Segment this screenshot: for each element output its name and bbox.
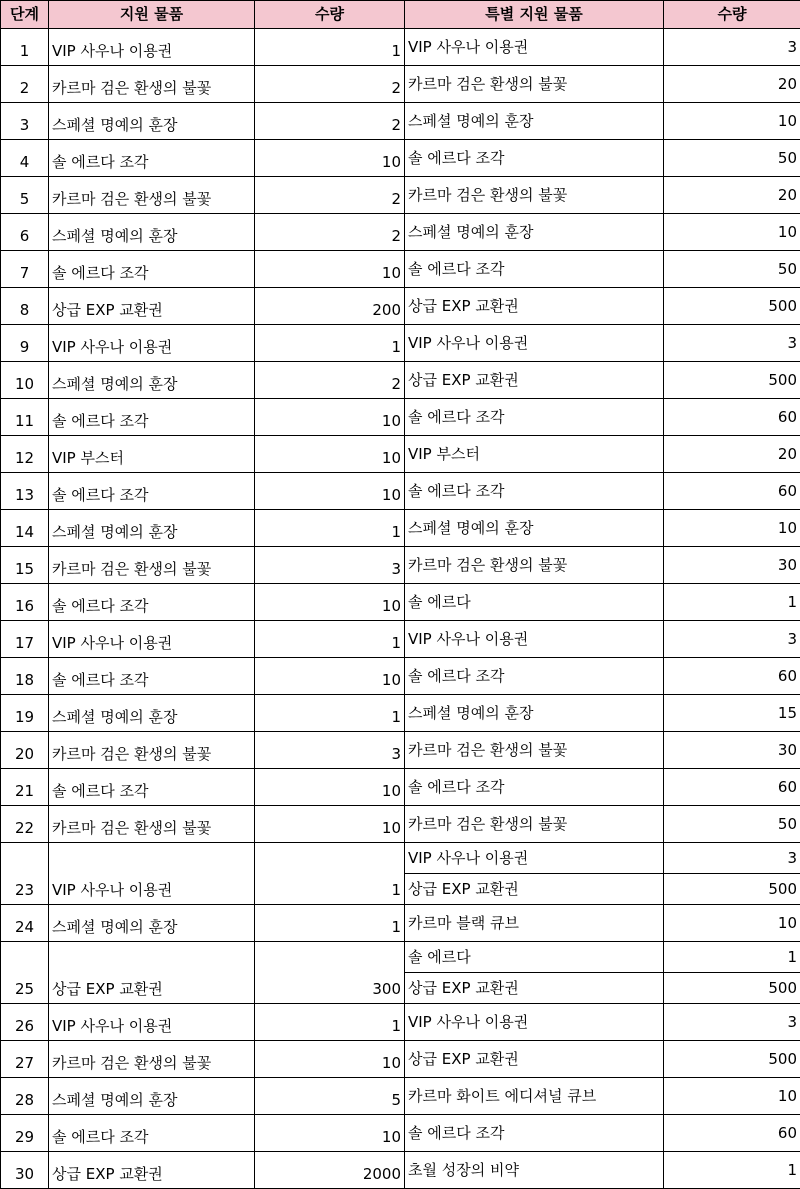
special-quantity-cell: 10 [664, 510, 800, 547]
special-quantity-cell: 3 [664, 325, 800, 362]
support-item-cell: 스페셜 명예의 훈장 [49, 1078, 255, 1115]
table-row [1, 1078, 800, 1115]
quantity-cell: 10 [255, 140, 405, 177]
stage-cell: 23 [1, 843, 49, 905]
header-quantity: 수량 [255, 1, 405, 29]
support-item-cell: 카르마 검은 환생의 불꽃 [49, 1041, 255, 1078]
support-item-cell: 카르마 검은 환생의 불꽃 [49, 547, 255, 584]
header-special-item: 특별 지원 물품 [405, 1, 664, 29]
table-row [1, 769, 800, 806]
special-quantity-cell: 500 [664, 973, 800, 1004]
stage-cell: 1 [1, 29, 49, 66]
quantity-cell: 1 [255, 843, 405, 905]
support-item-cell: 스페셜 명예의 훈장 [49, 362, 255, 399]
support-item-cell: 솔 에르다 조각 [49, 399, 255, 436]
special-quantity-cell: 20 [664, 436, 800, 473]
stage-cell: 28 [1, 1078, 49, 1115]
quantity-cell: 2 [255, 66, 405, 103]
table-row [1, 473, 800, 510]
table-row [1, 942, 800, 973]
special-quantity-cell: 60 [664, 473, 800, 510]
quantity-cell: 1 [255, 905, 405, 942]
table-row [1, 362, 800, 399]
special-item-cell: 상급 EXP 교환권 [405, 288, 664, 325]
special-quantity-cell: 500 [664, 874, 800, 905]
special-item-cell: 카르마 검은 환생의 불꽃 [405, 806, 664, 843]
special-item-cell: 솔 에르다 조각 [405, 251, 664, 288]
quantity-cell: 10 [255, 473, 405, 510]
quantity-cell: 10 [255, 769, 405, 806]
stage-cell: 6 [1, 214, 49, 251]
stage-cell: 26 [1, 1004, 49, 1041]
quantity-cell: 2000 [255, 1152, 405, 1189]
support-item-cell: 카르마 검은 환생의 불꽃 [49, 732, 255, 769]
stage-cell: 24 [1, 905, 49, 942]
support-item-cell: 카르마 검은 환생의 불꽃 [49, 806, 255, 843]
table-row [1, 1004, 800, 1041]
special-quantity-cell: 20 [664, 66, 800, 103]
special-quantity-cell: 20 [664, 177, 800, 214]
table-row [1, 288, 800, 325]
stage-cell: 20 [1, 732, 49, 769]
special-item-cell: VIP 사우나 이용권 [405, 325, 664, 362]
support-item-cell: 솔 에르다 조각 [49, 473, 255, 510]
stage-cell: 18 [1, 658, 49, 695]
special-item-cell: 솔 에르다 [405, 584, 664, 621]
stage-cell: 2 [1, 66, 49, 103]
special-quantity-cell: 60 [664, 1115, 800, 1152]
support-item-cell: 상급 EXP 교환권 [49, 288, 255, 325]
special-item-cell: 상급 EXP 교환권 [405, 1041, 664, 1078]
stage-cell: 21 [1, 769, 49, 806]
table-row [1, 905, 800, 942]
support-item-cell: 스페셜 명예의 훈장 [49, 103, 255, 140]
quantity-cell: 1 [255, 1004, 405, 1041]
table-row [1, 658, 800, 695]
support-item-cell: 솔 에르다 조각 [49, 140, 255, 177]
special-quantity-cell: 1 [664, 1152, 800, 1189]
table-row [1, 399, 800, 436]
special-quantity-cell: 15 [664, 695, 800, 732]
special-item-cell: VIP 사우나 이용권 [405, 1004, 664, 1041]
table-row [1, 584, 800, 621]
header-row [1, 1, 800, 29]
stage-cell: 25 [1, 942, 49, 1004]
quantity-cell: 2 [255, 214, 405, 251]
quantity-cell: 1 [255, 621, 405, 658]
support-item-cell: VIP 사우나 이용권 [49, 843, 255, 905]
table-row [1, 621, 800, 658]
special-quantity-cell: 50 [664, 140, 800, 177]
special-item-cell: VIP 사우나 이용권 [405, 843, 664, 874]
special-quantity-cell: 50 [664, 251, 800, 288]
stage-cell: 12 [1, 436, 49, 473]
table-row [1, 806, 800, 843]
special-item-cell: VIP 사우나 이용권 [405, 621, 664, 658]
special-quantity-cell: 3 [664, 29, 800, 66]
special-item-cell: 스페셜 명예의 훈장 [405, 103, 664, 140]
stage-cell: 9 [1, 325, 49, 362]
special-quantity-cell: 1 [664, 942, 800, 973]
stage-cell: 15 [1, 547, 49, 584]
special-quantity-cell: 60 [664, 769, 800, 806]
stage-cell: 17 [1, 621, 49, 658]
special-item-cell: 초월 성장의 비약 [405, 1152, 664, 1189]
special-item-cell: 상급 EXP 교환권 [405, 973, 664, 1004]
support-item-cell: 솔 에르다 조각 [49, 658, 255, 695]
quantity-cell: 3 [255, 732, 405, 769]
special-item-cell: 카르마 검은 환생의 불꽃 [405, 66, 664, 103]
special-item-cell: 솔 에르다 [405, 942, 664, 973]
table-row [1, 547, 800, 584]
special-quantity-cell: 50 [664, 806, 800, 843]
special-item-cell: 솔 에르다 조각 [405, 140, 664, 177]
special-item-cell: 카르마 검은 환생의 불꽃 [405, 732, 664, 769]
quantity-cell: 1 [255, 325, 405, 362]
stage-cell: 10 [1, 362, 49, 399]
table-row [1, 843, 800, 874]
table-row [1, 1041, 800, 1078]
quantity-cell: 10 [255, 806, 405, 843]
special-item-cell: 솔 에르다 조각 [405, 1115, 664, 1152]
support-item-cell: VIP 부스터 [49, 436, 255, 473]
special-quantity-cell: 3 [664, 621, 800, 658]
quantity-cell: 2 [255, 177, 405, 214]
table-row [1, 251, 800, 288]
table-row [1, 1152, 800, 1189]
support-item-cell: 스페셜 명예의 훈장 [49, 695, 255, 732]
special-quantity-cell: 60 [664, 658, 800, 695]
special-quantity-cell: 60 [664, 399, 800, 436]
quantity-cell: 2 [255, 362, 405, 399]
special-item-cell: 상급 EXP 교환권 [405, 874, 664, 905]
stage-cell: 14 [1, 510, 49, 547]
special-quantity-cell: 10 [664, 103, 800, 140]
table-row [1, 177, 800, 214]
quantity-cell: 1 [255, 510, 405, 547]
support-item-cell: 솔 에르다 조각 [49, 584, 255, 621]
special-quantity-cell: 500 [664, 288, 800, 325]
special-quantity-cell: 10 [664, 214, 800, 251]
quantity-cell: 1 [255, 695, 405, 732]
special-item-cell: VIP 부스터 [405, 436, 664, 473]
stage-cell: 16 [1, 584, 49, 621]
special-item-cell: 스페셜 명예의 훈장 [405, 214, 664, 251]
table-row [1, 103, 800, 140]
table-row [1, 325, 800, 362]
special-quantity-cell: 30 [664, 547, 800, 584]
support-item-cell: VIP 사우나 이용권 [49, 1004, 255, 1041]
support-item-cell: 솔 에르다 조각 [49, 251, 255, 288]
quantity-cell: 10 [255, 1115, 405, 1152]
support-item-cell: 상급 EXP 교환권 [49, 1152, 255, 1189]
special-item-cell: 솔 에르다 조각 [405, 473, 664, 510]
stage-cell: 8 [1, 288, 49, 325]
special-quantity-cell: 500 [664, 362, 800, 399]
stage-cell: 22 [1, 806, 49, 843]
stage-cell: 19 [1, 695, 49, 732]
support-item-cell: 스페셜 명예의 훈장 [49, 905, 255, 942]
quantity-cell: 10 [255, 436, 405, 473]
quantity-cell: 10 [255, 251, 405, 288]
stage-cell: 7 [1, 251, 49, 288]
quantity-cell: 10 [255, 658, 405, 695]
quantity-cell: 200 [255, 288, 405, 325]
support-item-cell: VIP 사우나 이용권 [49, 621, 255, 658]
quantity-cell: 1 [255, 29, 405, 66]
support-item-cell: 카르마 검은 환생의 불꽃 [49, 177, 255, 214]
support-item-cell: VIP 사우나 이용권 [49, 29, 255, 66]
table-row [1, 214, 800, 251]
support-item-cell: 스페셜 명예의 훈장 [49, 214, 255, 251]
quantity-cell: 10 [255, 584, 405, 621]
table-row [1, 695, 800, 732]
special-item-cell: 상급 EXP 교환권 [405, 362, 664, 399]
table-row [1, 66, 800, 103]
special-item-cell: 스페셜 명예의 훈장 [405, 695, 664, 732]
header-support-item: 지원 물품 [49, 1, 255, 29]
special-quantity-cell: 10 [664, 1078, 800, 1115]
support-item-cell: 스페셜 명예의 훈장 [49, 510, 255, 547]
quantity-cell: 2 [255, 103, 405, 140]
stage-cell: 4 [1, 140, 49, 177]
stage-cell: 27 [1, 1041, 49, 1078]
special-quantity-cell: 30 [664, 732, 800, 769]
stage-cell: 13 [1, 473, 49, 510]
support-item-cell: 상급 EXP 교환권 [49, 942, 255, 1004]
stage-cell: 30 [1, 1152, 49, 1189]
special-item-cell: 카르마 검은 환생의 불꽃 [405, 177, 664, 214]
header-stage: 단계 [1, 1, 49, 29]
support-item-cell: 카르마 검은 환생의 불꽃 [49, 66, 255, 103]
special-item-cell: 카르마 검은 환생의 불꽃 [405, 547, 664, 584]
stage-cell: 11 [1, 399, 49, 436]
quantity-cell: 5 [255, 1078, 405, 1115]
quantity-cell: 300 [255, 942, 405, 1004]
quantity-cell: 10 [255, 399, 405, 436]
table-body [1, 29, 800, 1189]
stage-cell: 3 [1, 103, 49, 140]
support-item-cell: 솔 에르다 조각 [49, 1115, 255, 1152]
special-quantity-cell: 3 [664, 1004, 800, 1041]
special-quantity-cell: 1 [664, 584, 800, 621]
special-item-cell: 솔 에르다 조각 [405, 399, 664, 436]
table-row [1, 1115, 800, 1152]
support-item-cell: VIP 사우나 이용권 [49, 325, 255, 362]
quantity-cell: 10 [255, 1041, 405, 1078]
special-item-cell: 카르마 화이트 에디셔널 큐브 [405, 1078, 664, 1115]
support-item-cell: 솔 에르다 조각 [49, 769, 255, 806]
quantity-cell: 3 [255, 547, 405, 584]
special-quantity-cell: 10 [664, 905, 800, 942]
special-item-cell: 솔 에르다 조각 [405, 769, 664, 806]
table-row [1, 732, 800, 769]
table-row [1, 436, 800, 473]
table-row [1, 140, 800, 177]
stage-cell: 5 [1, 177, 49, 214]
special-quantity-cell: 500 [664, 1041, 800, 1078]
special-item-cell: 스페셜 명예의 훈장 [405, 510, 664, 547]
special-item-cell: 카르마 블랙 큐브 [405, 905, 664, 942]
table-row [1, 29, 800, 66]
stage-cell: 29 [1, 1115, 49, 1152]
special-quantity-cell: 3 [664, 843, 800, 874]
special-item-cell: VIP 사우나 이용권 [405, 29, 664, 66]
table-row [1, 510, 800, 547]
special-item-cell: 솔 에르다 조각 [405, 658, 664, 695]
header-special-quantity: 수량 [664, 1, 800, 29]
